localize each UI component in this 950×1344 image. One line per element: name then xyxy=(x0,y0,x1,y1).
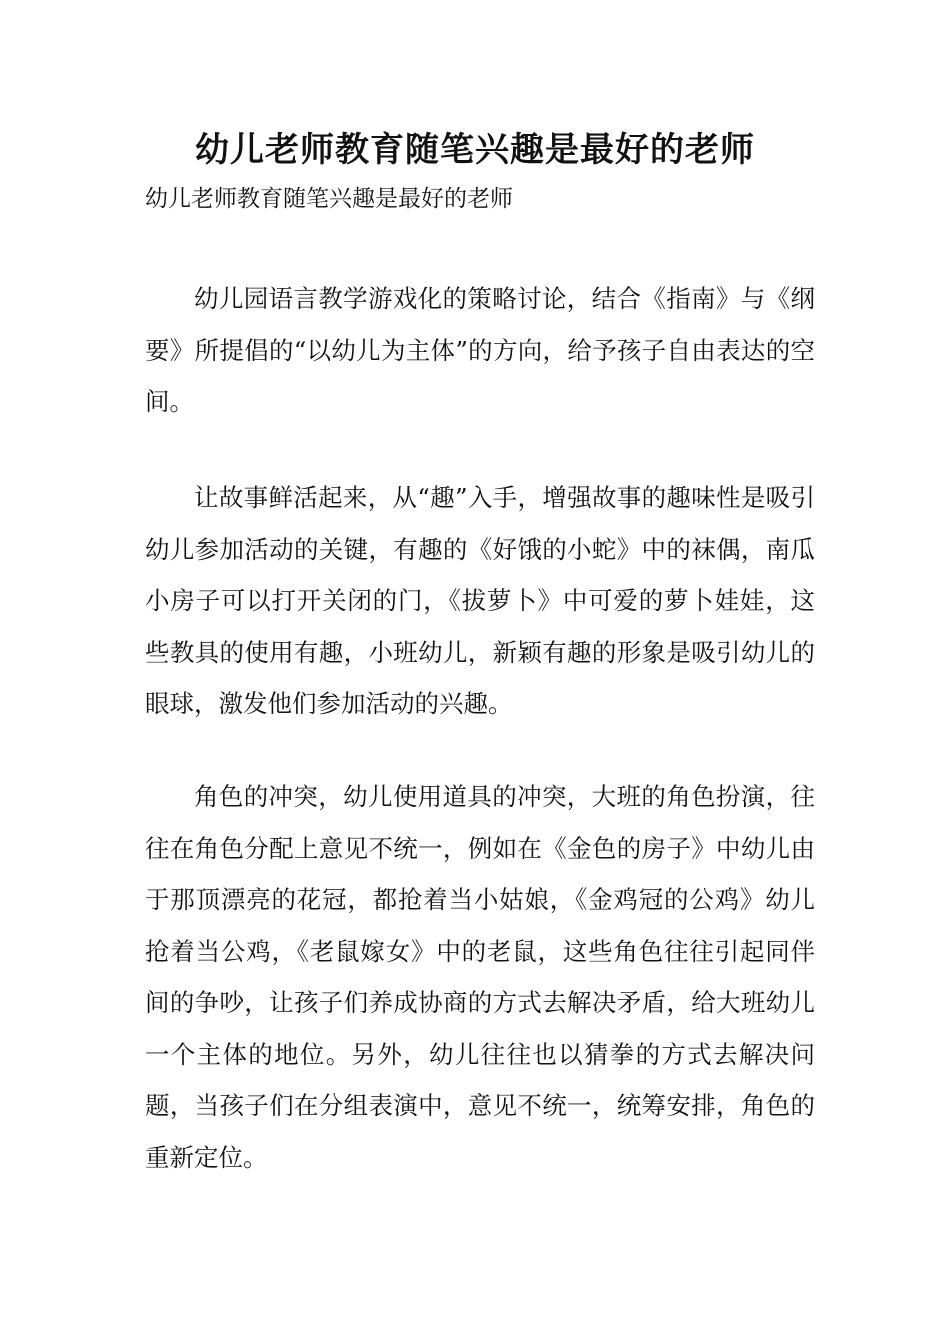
document-subtitle: 幼儿老师教育随笔兴趣是最好的老师 xyxy=(145,186,513,212)
document-title: 幼儿老师教育随笔兴趣是最好的老师 xyxy=(195,130,755,170)
body-paragraph: 角色的冲突，幼儿使用道具的冲突，大班的角色扮演，往往在角色分配上意见不统一，例如在《金色的房子》中幼儿由于那顶漂亮的花冠，都抢着当小姑娘，《金鸡冠的公鸡》幼儿抢着当公鸡，《老鼠嫁女》中的老鼠，这些角色往往引起同伴间的争吵，让孩子们养成协商的方式去解决矛盾，给大班幼儿一个主体的地位。另外，幼儿往往也以猜拳的方式去解决问题，当孩子们在分组表演中，意见不统一，统筹安排，角色的重新定位。 xyxy=(145,782,815,1172)
body-paragraph: 幼儿园语言教学游戏化的策略讨论，结合《指南》与《纲要》所提倡的“以幼儿为主体”的方向，给予孩子自由表达的空间。 xyxy=(145,284,815,416)
body-paragraph: 让故事鲜活起来，从“趣”入手，增强故事的趣味性是吸引幼儿参加活动的关键，有趣的《好饿的小蛇》中的袜偶，南瓜小房子可以打开关闭的门，《拔萝卜》中可爱的萝卜娃娃，这些教具的使用有趣，小班幼儿，新颖有趣的形象是吸引幼儿的眼球，激发他们参加活动的兴趣。 xyxy=(145,483,815,718)
